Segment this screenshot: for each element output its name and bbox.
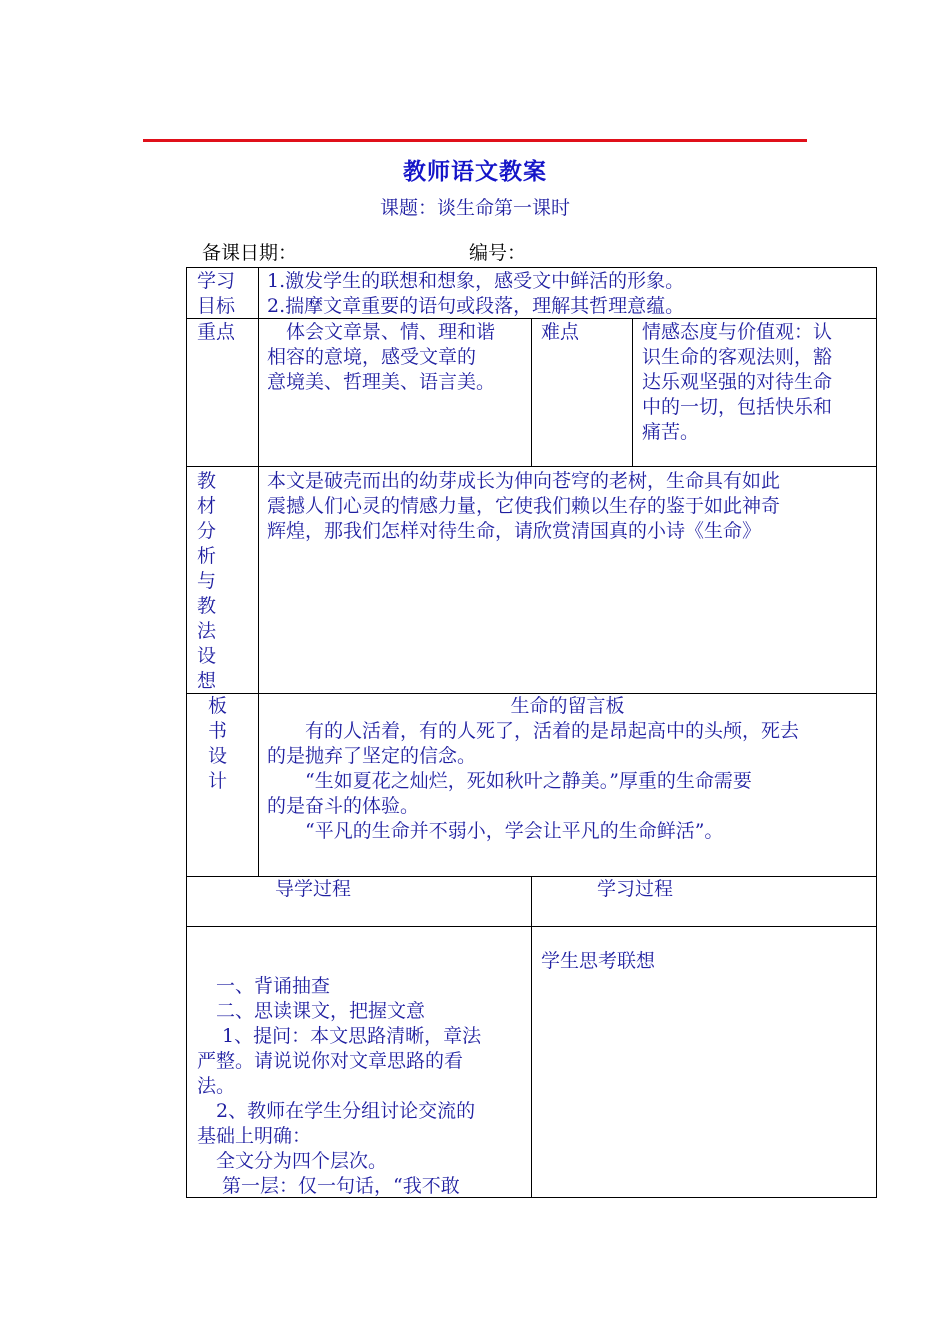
lesson-subtitle: 课题：谈生命第一课时 (379, 197, 570, 219)
goals-content: 1.激发学生的联想和想象，感受文中鲜活的形象。 2.揣摩文章重要的语句或段落，理解其哲理意蕴。 (267, 270, 685, 317)
analysis-content: 本文是破壳而出的幼芽成长为伸向苍穹的老树，生命具有如此 震撼人们心灵的情感力量，它使我们赖以生存的鉴于如此神奇 辉煌，那我们怎样对待生命，请欣赏清国真的小诗《生命》 (267, 470, 781, 542)
table-rule (186, 267, 187, 1198)
table-rule (531, 318, 532, 466)
key-points-content: 体会文章景、情、理和谐 相容的意境，感受文章的 意境美、哲理美、语言美。 (267, 321, 496, 393)
guide-process-content: 一、背诵抽查 二、思读课文，把握文意 1、提问：本文思路清晰，章法 严整。请说说你对文章思路的看 法。 2、教师在学生分组讨论交流的 基础上明确： 全文分为四个层次。 第一层：仅一句话，“我不敢 (197, 975, 482, 1197)
difficulty-label: 难点 (541, 321, 580, 343)
board-label: 板 书 设 计 (208, 695, 228, 792)
board-heading: 生命的留言板 (510, 695, 625, 717)
goals-label: 学习 目标 (197, 270, 236, 317)
study-process-content: 学生思考联想 (541, 950, 656, 972)
table-rule (632, 318, 633, 466)
table-rule (186, 466, 877, 467)
study-process-header: 学习过程 (597, 878, 674, 900)
difficulty-content: 情感态度与价值观：认 识生命的客观法则，豁 达乐观坚强的对待生命 中的一切，包括快乐和 痛苦。 (642, 321, 833, 443)
table-rule (876, 267, 877, 1198)
table-rule (258, 267, 259, 876)
number-label: 编号： (469, 242, 527, 264)
guide-process-header: 导学过程 (275, 878, 352, 900)
key-points-label: 重点 (197, 321, 236, 343)
page-title: 教师语文教案 (403, 159, 547, 185)
prep-date-label: 备课日期： (202, 242, 298, 264)
header-red-rule (143, 139, 807, 142)
table-rule (186, 267, 877, 268)
analysis-label: 教 材 分 析 与 教 法 设 想 (197, 470, 217, 692)
board-content: 有的人活着，有的人死了，活着的是昂起高中的头颅，死去 的是抛弃了坚定的信念。 “生如夏花之灿烂，死如秋叶之静美。”厚重的生命需要 的是奋斗的体验。 “平凡的生命并不弱小，学会让平凡的生命鲜活”。 (267, 720, 800, 842)
table-rule (531, 876, 532, 1198)
